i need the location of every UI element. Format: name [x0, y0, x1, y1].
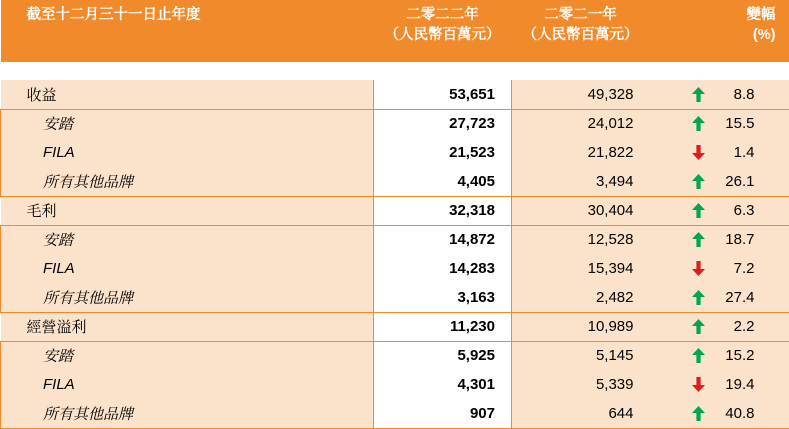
arrow-up-icon: [692, 203, 705, 218]
cell-value-2022: 11,230: [374, 312, 512, 341]
table-row: [1, 167, 789, 196]
cell-change: [650, 254, 789, 283]
arrow-up-icon: [692, 232, 705, 247]
row-label-sub: 安踏: [1, 109, 374, 138]
change-value: 2.2: [715, 318, 755, 335]
table-row: [1, 196, 789, 225]
row-label-sub: FILA: [1, 254, 374, 283]
header-col-change: [650, 0, 789, 62]
change-wrapper: [650, 347, 774, 364]
row-label-main: 收益: [1, 80, 374, 109]
header-col-2022: [374, 0, 512, 62]
header-spacer-row: [1, 62, 789, 80]
row-label-main: 經營溢利: [1, 312, 374, 341]
change-value: 6.3: [715, 202, 755, 219]
cell-value-2021: 24,012: [512, 109, 650, 138]
cell-value-2021: 10,989: [512, 312, 650, 341]
change-value: 8.8: [715, 86, 755, 103]
cell-value-2021: 30,404: [512, 196, 650, 225]
table-row: [1, 80, 789, 109]
arrow-up-icon: [692, 319, 705, 334]
table-row: [1, 138, 789, 167]
cell-value-2022: 3,163: [374, 283, 512, 312]
change-value: 27.4: [715, 289, 755, 306]
header-col-2022-year: 二零二二年: [384, 6, 502, 26]
header-col-2022-unit: （人民幣百萬元）: [384, 26, 502, 46]
arrow-down-icon: [692, 377, 705, 392]
cell-value-2021: 5,145: [512, 341, 650, 370]
header-period-text: 截至十二月三十一日止年度: [27, 6, 364, 26]
cell-value-2022: 32,318: [374, 196, 512, 225]
change-value: 15.2: [715, 347, 755, 364]
change-wrapper: [650, 260, 774, 277]
change-wrapper: [650, 231, 774, 248]
header-col-2021-year: 二零二一年: [522, 6, 640, 26]
header-row: [1, 0, 789, 62]
cell-change: [650, 80, 789, 109]
arrow-up-icon: [692, 174, 705, 189]
table-row: [1, 399, 789, 428]
cell-value-2021: 5,339: [512, 370, 650, 399]
row-label-sub: 所有其他品牌: [1, 283, 374, 312]
cell-change: [650, 167, 789, 196]
change-wrapper: [650, 144, 774, 161]
change-value: 15.5: [715, 115, 755, 132]
cell-change: [650, 312, 789, 341]
table-body: [1, 62, 789, 428]
cell-change: [650, 399, 789, 428]
table-header: [1, 0, 789, 62]
cell-value-2022: 5,925: [374, 341, 512, 370]
cell-value-2022: 4,405: [374, 167, 512, 196]
row-label-sub: 所有其他品牌: [1, 167, 374, 196]
cell-value-2022: 14,283: [374, 254, 512, 283]
change-value: 7.2: [715, 260, 755, 277]
cell-value-2021: 2,482: [512, 283, 650, 312]
row-label-main: 毛利: [1, 196, 374, 225]
header-period-label: [1, 0, 374, 62]
table-row: [1, 312, 789, 341]
cell-change: [650, 283, 789, 312]
table-row: [1, 225, 789, 254]
cell-change: [650, 225, 789, 254]
header-spacer-cell: [1, 62, 789, 80]
cell-value-2021: 49,328: [512, 80, 650, 109]
cell-value-2022: 21,523: [374, 138, 512, 167]
arrow-up-icon: [692, 290, 705, 305]
row-label-sub: FILA: [1, 370, 374, 399]
arrow-up-icon: [692, 406, 705, 421]
cell-change: [650, 109, 789, 138]
cell-value-2021: 15,394: [512, 254, 650, 283]
cell-value-2022: 907: [374, 399, 512, 428]
arrow-up-icon: [692, 116, 705, 131]
table-row: [1, 283, 789, 312]
table-row: [1, 109, 789, 138]
change-value: 26.1: [715, 173, 755, 190]
change-wrapper: [650, 115, 774, 132]
change-wrapper: [650, 376, 774, 393]
header-col-change-unit: (%): [660, 26, 776, 46]
header-col-2021-unit: （人民幣百萬元）: [522, 26, 640, 46]
change-wrapper: [650, 289, 774, 306]
table-row: [1, 341, 789, 370]
arrow-up-icon: [692, 348, 705, 363]
change-wrapper: [650, 405, 774, 422]
arrow-down-icon: [692, 145, 705, 160]
arrow-up-icon: [692, 87, 705, 102]
table-row: [1, 370, 789, 399]
row-label-sub: 所有其他品牌: [1, 399, 374, 428]
change-value: 19.4: [715, 376, 755, 393]
cell-value-2021: 21,822: [512, 138, 650, 167]
cell-change: [650, 196, 789, 225]
cell-change: [650, 138, 789, 167]
cell-value-2022: 14,872: [374, 225, 512, 254]
change-wrapper: [650, 86, 774, 103]
cell-value-2022: 53,651: [374, 80, 512, 109]
change-value: 40.8: [715, 405, 755, 422]
row-label-sub: FILA: [1, 138, 374, 167]
header-col-2021: [512, 0, 650, 62]
change-wrapper: [650, 318, 774, 335]
arrow-down-icon: [692, 261, 705, 276]
cell-value-2021: 12,528: [512, 225, 650, 254]
cell-change: [650, 341, 789, 370]
change-wrapper: [650, 202, 774, 219]
row-label-sub: 安踏: [1, 341, 374, 370]
cell-value-2021: 3,494: [512, 167, 650, 196]
table-row: [1, 254, 789, 283]
change-value: 1.4: [715, 144, 755, 161]
cell-change: [650, 370, 789, 399]
change-wrapper: [650, 173, 774, 190]
row-label-sub: 安踏: [1, 225, 374, 254]
header-col-change-label: 變幅: [660, 6, 776, 26]
cell-value-2021: 644: [512, 399, 650, 428]
cell-value-2022: 27,723: [374, 109, 512, 138]
cell-value-2022: 4,301: [374, 370, 512, 399]
change-value: 18.7: [715, 231, 755, 248]
